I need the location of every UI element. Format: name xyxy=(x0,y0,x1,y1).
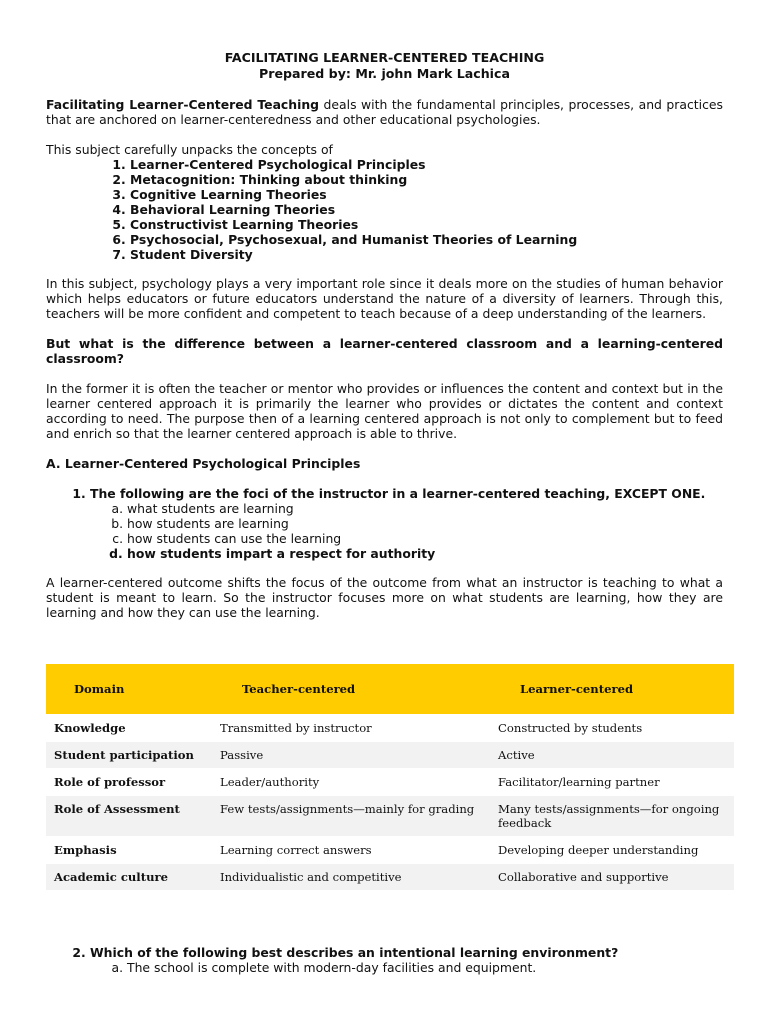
cell-learner: Facilitator/learning partner xyxy=(490,769,734,796)
difference-question: But what is the difference between a learner-centered classroom and a learning-centered classroom? xyxy=(46,336,723,366)
concept-item: 7. Student Diversity xyxy=(130,247,723,262)
cell-domain: Role of professor xyxy=(46,769,212,796)
concept-item: 3. Cognitive Learning Theories xyxy=(130,187,723,202)
concept-item: 4. Behavioral Learning Theories xyxy=(130,202,723,217)
cell-domain: Role of Assessment xyxy=(46,796,212,837)
cell-domain: Academic culture xyxy=(46,864,212,891)
table-row xyxy=(46,864,734,891)
intro-paragraph xyxy=(46,97,723,127)
question-2-block xyxy=(46,945,723,975)
cell-learner: Many tests/assignments—for ongoing feedback xyxy=(490,796,734,837)
option-a: a. The school is complete with modern-day facilities and equipment. xyxy=(127,960,723,975)
header-teacher-centered: Teacher-centered xyxy=(212,664,490,714)
concept-item: 6. Psychosocial, Psychosexual, and Humanist Theories of Learning xyxy=(130,232,723,247)
question-1-text: The following are the foci of the instructor in a learner-centered teaching, EXCEPT ONE. xyxy=(90,486,706,501)
question-2-options xyxy=(90,960,723,975)
cell-learner: Constructed by students xyxy=(490,714,734,742)
question-1-options xyxy=(90,501,723,561)
concept-item: 1. Learner-Centered Psychological Principles xyxy=(130,157,723,172)
question-2-text: Which of the following best describes an intentional learning environment? xyxy=(90,945,619,960)
concepts-intro: This subject carefully unpacks the concepts of xyxy=(46,142,333,157)
option-a: a. what students are learning xyxy=(127,501,723,516)
intro-rest: deals with the fundamental principles, processes, and practices that are anchored on learner-centeredness and other educational psychologies. xyxy=(46,97,723,127)
comparison-table-wrap xyxy=(46,664,734,891)
table-row xyxy=(46,742,734,769)
document-title: FACILITATING LEARNER-CENTERED TEACHING xyxy=(224,50,545,65)
section-a-heading: A. Learner-Centered Psychological Principles xyxy=(46,456,361,471)
outcome-paragraph: A learner-centered outcome shifts the focus of the outcome from what an instructor is teaching to what a student is meant to learn. So the instructor focuses more on what students are learning, how they are learning and how they can use the learning. xyxy=(46,575,723,620)
option-b: b. how students are learning xyxy=(127,516,723,531)
option-d-answer: d. how students impart a respect for authority xyxy=(127,546,723,561)
question-2 xyxy=(46,945,723,975)
psychology-paragraph: In this subject, psychology plays a very important role since it deals more on the studies of human behavior which helps educators or future educators understand the nature of a diversity of learners. Through this, teachers will be more confident and competent to teach because of a deep understanding of the learners. xyxy=(46,276,723,321)
prepared-by: Prepared by: Mr. john Mark Lachica xyxy=(259,66,510,81)
cell-learner: Developing deeper understanding xyxy=(490,837,734,864)
cell-learner: Collaborative and supportive xyxy=(490,864,734,891)
concept-item: 2. Metacognition: Thinking about thinking xyxy=(130,172,723,187)
cell-teacher: Few tests/assignments—mainly for grading xyxy=(212,796,490,837)
document-page xyxy=(46,50,723,620)
concept-item: 5. Constructivist Learning Theories xyxy=(130,217,723,232)
cell-domain: Emphasis xyxy=(46,837,212,864)
table-row xyxy=(46,796,734,837)
table-row xyxy=(46,769,734,796)
cell-teacher: Learning correct answers xyxy=(212,837,490,864)
table-row xyxy=(46,837,734,864)
cell-domain: Student participation xyxy=(46,742,212,769)
cell-domain: Knowledge xyxy=(46,714,212,742)
table-header-row xyxy=(46,664,734,714)
former-paragraph: In the former it is often the teacher or mentor who provides or influences the content and context but in the learner centered approach it is primarily the learner who provides or dictates the content and context according to need. The purpose then of a learning centered approach is not only to complement but to feed and enrich so that the learner centered approach is able to thrive. xyxy=(46,381,723,441)
intro-lead: Facilitating Learner-Centered Teaching xyxy=(46,97,320,112)
cell-teacher: Leader/authority xyxy=(212,769,490,796)
cell-teacher: Individualistic and competitive xyxy=(212,864,490,891)
table-row xyxy=(46,714,734,742)
option-c: c. how students can use the learning xyxy=(127,531,723,546)
concepts-list xyxy=(46,157,723,262)
header-learner-centered: Learner-centered xyxy=(490,664,734,714)
cell-teacher: Transmitted by instructor xyxy=(212,714,490,742)
header-domain: Domain xyxy=(46,664,212,714)
cell-learner: Active xyxy=(490,742,734,769)
comparison-table xyxy=(46,664,734,891)
cell-teacher: Passive xyxy=(212,742,490,769)
question-1 xyxy=(46,486,723,561)
